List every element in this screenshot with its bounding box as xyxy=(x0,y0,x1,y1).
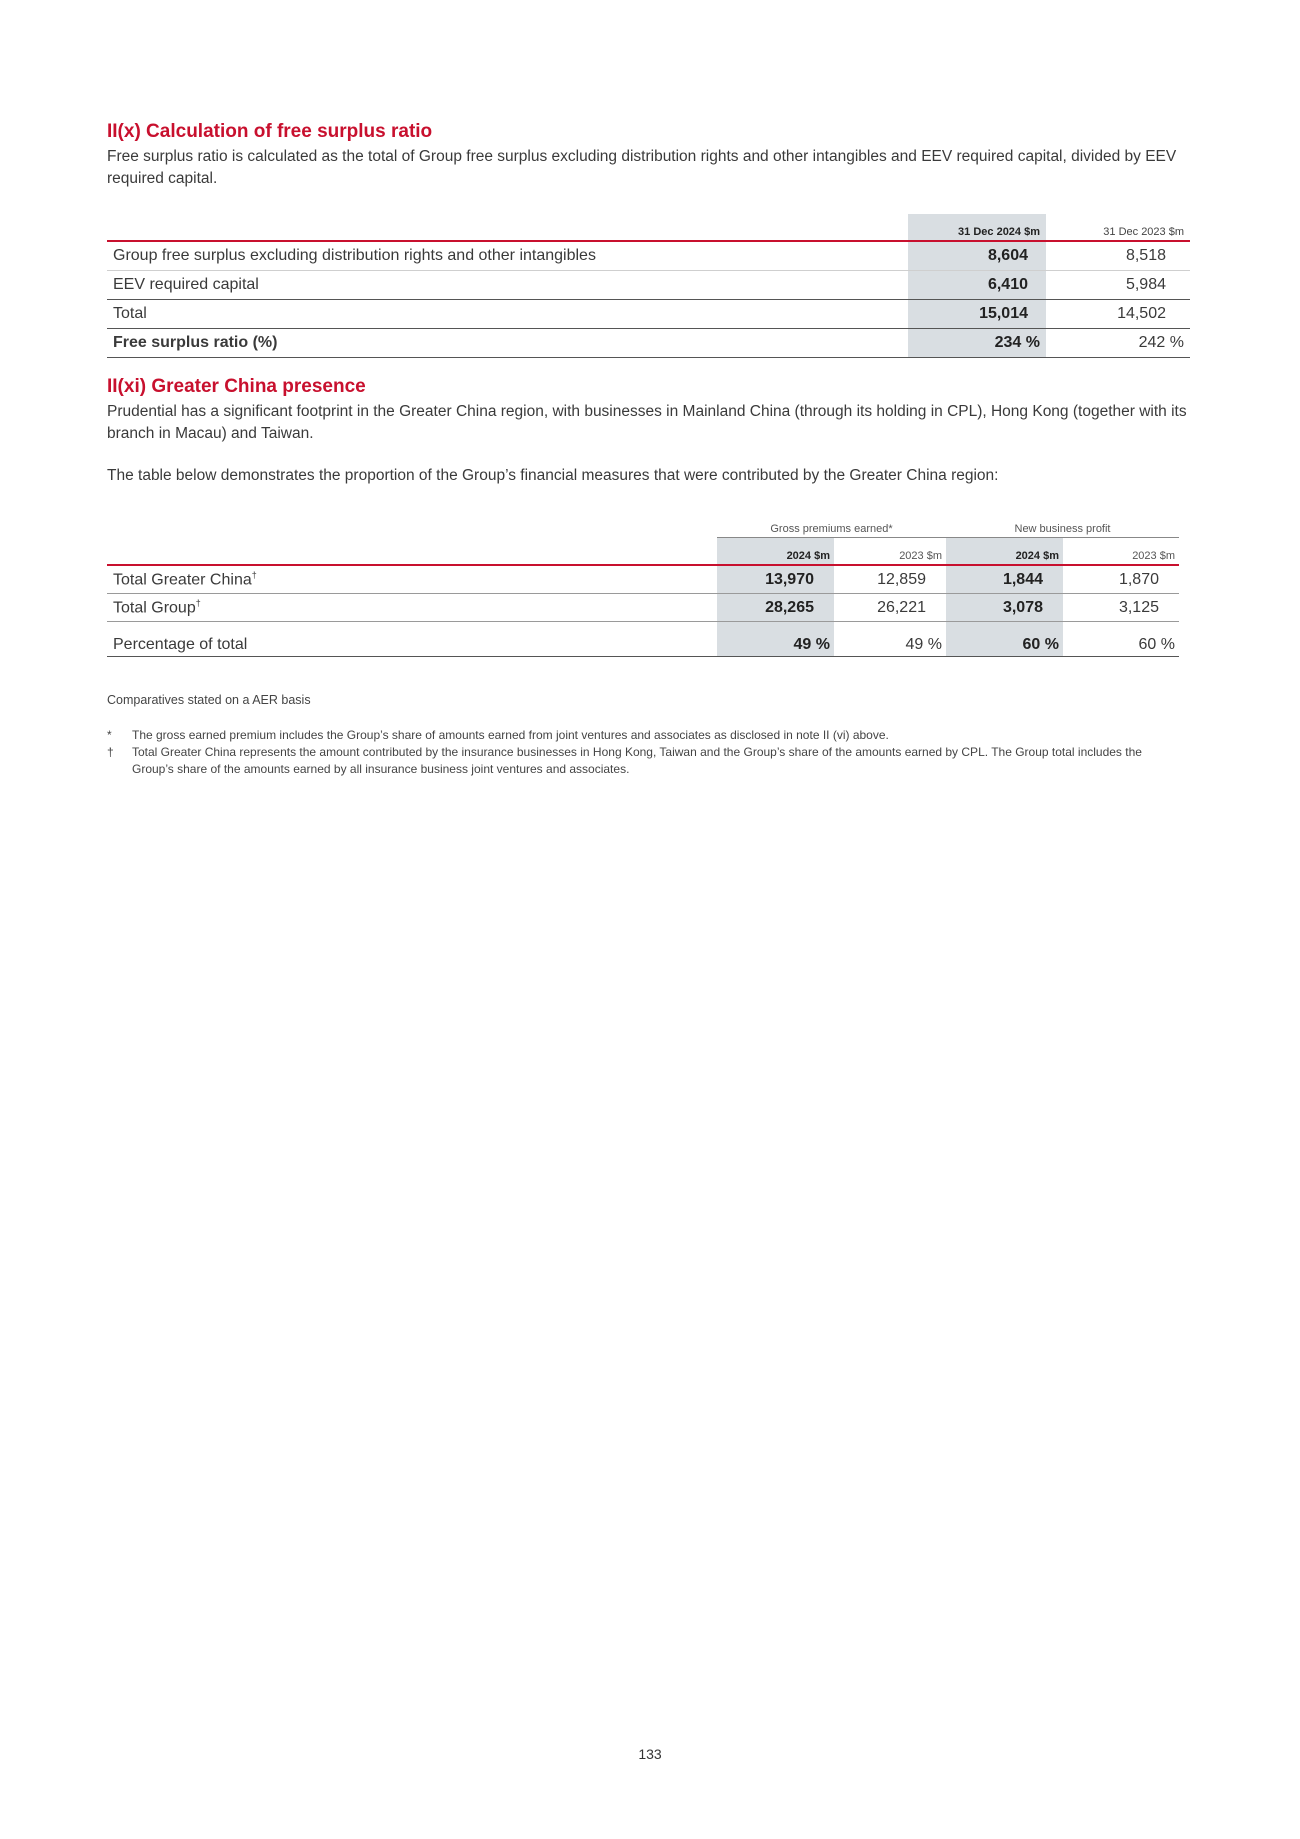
table-row xyxy=(107,565,1179,594)
value-2023: 14,502 xyxy=(1046,300,1190,329)
footnote-mark: * xyxy=(107,728,112,742)
value-nbp-2024: 3,078 xyxy=(946,594,1063,622)
section-intro-greater-china: Prudential has a significant footprint in the Greater China region, with businesses in Mainland China (through its holding in CPL), Hong Kong (together with its branch in Macau) and Taiwan. xyxy=(107,403,1187,442)
value-gpe-2023: 26,221 xyxy=(834,594,946,622)
footnote xyxy=(107,744,1182,778)
header-2023: 31 Dec 2023 $m xyxy=(1046,214,1190,241)
row-label: Percentage of total xyxy=(107,622,717,657)
section-intro-free-surplus: Free surplus ratio is calculated as the total of Group free surplus excluding distribution rights and other intangibles and EEV required capital, divided by EEV required capital. xyxy=(107,148,1177,187)
row-label: EEV required capital xyxy=(107,271,908,300)
header-gpe-2024: 2024 $m xyxy=(717,538,834,566)
value-gpe-2024: 13,970 xyxy=(717,565,834,594)
value-2023: 5,984 xyxy=(1046,271,1190,300)
table-row-percentage xyxy=(107,622,1179,657)
table-row xyxy=(107,271,1190,300)
table-row xyxy=(107,329,1190,358)
value-2023: 242 % xyxy=(1046,329,1190,358)
value-2024: 6,410 xyxy=(908,271,1046,300)
table-header-row xyxy=(107,214,1190,241)
footnote-text: Total Greater China represents the amount contributed by the insurance businesses in Hong Kong, Taiwan and the Group’s share of the amounts earned by CPL. The Group total includes the Group’s share of the amounts earned by all insurance business joint ventures and associates. xyxy=(132,745,1142,776)
group-header-new-business-profit: New business profit xyxy=(946,513,1179,538)
header-label-blank xyxy=(107,538,717,566)
row-label: Group free surplus excluding distribution rights and other intangibles xyxy=(107,241,908,271)
dagger-mark: † xyxy=(195,597,201,608)
header-gpe-2023: 2023 $m xyxy=(834,538,946,566)
pct-gpe-2023: 49 % xyxy=(834,622,946,657)
free-surplus-table xyxy=(107,214,1190,358)
value-2024: 15,014 xyxy=(908,300,1046,329)
basis-note: Comparatives stated on a AER basis xyxy=(107,693,311,707)
greater-china-table xyxy=(107,513,1179,657)
table-row xyxy=(107,594,1179,622)
table-header-row xyxy=(107,538,1179,566)
row-label: Free surplus ratio (%) xyxy=(107,329,908,358)
footnote-text: The gross earned premium includes the Group’s share of amounts earned from joint ventures and associates as disclosed in note II (vi) above. xyxy=(132,728,889,742)
table-row xyxy=(107,241,1190,271)
header-nbp-2023: 2023 $m xyxy=(1063,538,1179,566)
section-intro2-greater-china: The table below demonstrates the proportion of the Group’s financial measures that were contributed by the Greater China region: xyxy=(107,467,999,484)
header-nbp-2024: 2024 $m xyxy=(946,538,1063,566)
pct-nbp-2024: 60 % xyxy=(946,622,1063,657)
row-label: Total Greater China† xyxy=(107,565,717,594)
pct-nbp-2023: 60 % xyxy=(1063,622,1179,657)
section-title-free-surplus: II(x) Calculation of free surplus ratio xyxy=(107,121,433,142)
row-label: Total Group† xyxy=(107,594,717,622)
value-gpe-2023: 12,859 xyxy=(834,565,946,594)
value-2024: 234 % xyxy=(908,329,1046,358)
value-2024: 8,604 xyxy=(908,241,1046,271)
dagger-mark: † xyxy=(251,569,257,580)
value-gpe-2024: 28,265 xyxy=(717,594,834,622)
group-header-blank xyxy=(107,513,717,538)
footnote-mark: † xyxy=(107,745,114,759)
value-nbp-2023: 3,125 xyxy=(1063,594,1179,622)
pct-gpe-2024: 49 % xyxy=(717,622,834,657)
footnote xyxy=(107,727,1182,744)
header-label-blank xyxy=(107,214,908,241)
table-row xyxy=(107,300,1190,329)
section-title-greater-china: II(xi) Greater China presence xyxy=(107,376,366,397)
value-nbp-2024: 1,844 xyxy=(946,565,1063,594)
group-header-gross-premiums: Gross premiums earned* xyxy=(717,513,946,538)
page-number: 133 xyxy=(638,1746,662,1762)
value-nbp-2023: 1,870 xyxy=(1063,565,1179,594)
value-2023: 8,518 xyxy=(1046,241,1190,271)
group-header-row xyxy=(107,513,1179,538)
row-label: Total xyxy=(107,300,908,329)
header-2024: 31 Dec 2024 $m xyxy=(908,214,1046,241)
